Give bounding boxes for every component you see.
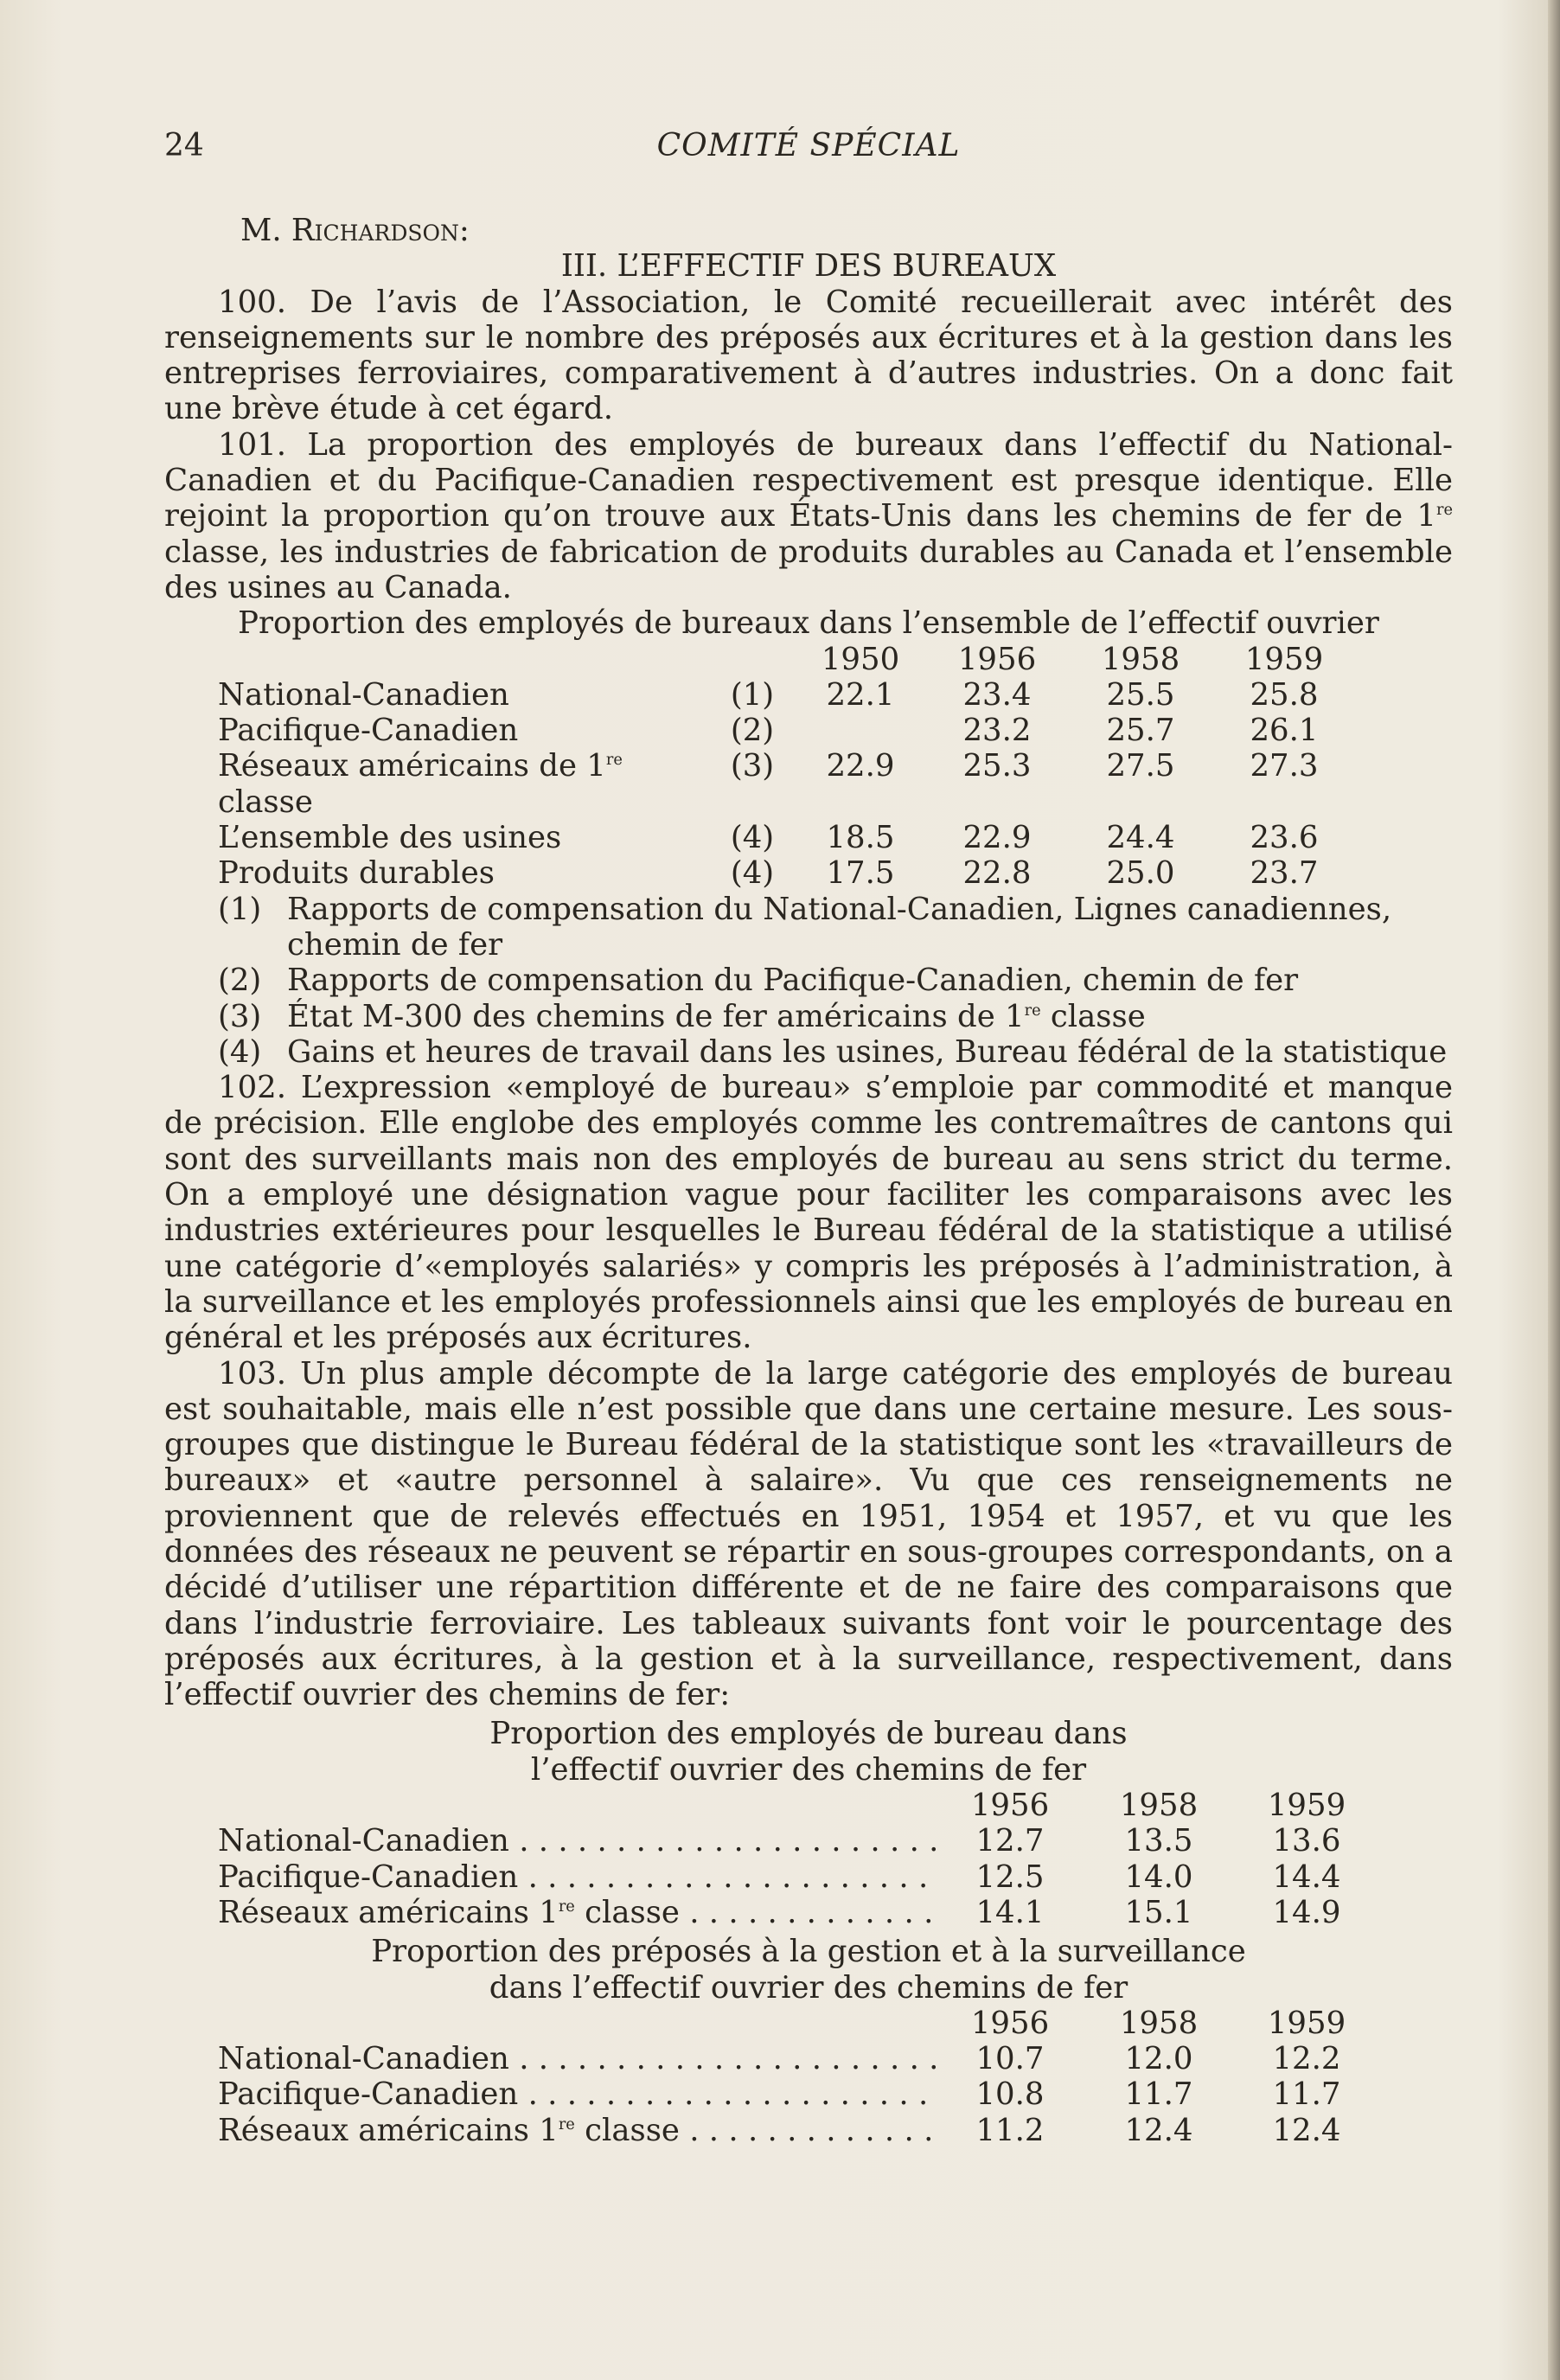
table3-cell: 12.4 xyxy=(1272,2112,1341,2148)
table1-cell xyxy=(796,713,925,748)
paragraph-101-text: 101. La proportion des employés de bureaux dans l’effectif du National-Canadien et du Pacifique-Canadien respectivement est presque identique. Elle rejoint la proportion qu’on trouve aux États-Unis dans les chemins de fer de 1 xyxy=(164,426,1453,534)
paragraph-101 xyxy=(164,427,1453,605)
note-number: (3) xyxy=(218,998,262,1034)
note-item xyxy=(164,1034,1453,1070)
paragraph-100: 100. De l’avis de l’Association, le Comité recueillerait avec intérêt des renseignements sur le nombre des préposés aux écritures et à la gestion dans les entreprises ferroviaires, comparativement à d’autres industries. On a donc fait une brève étude à cet égard. xyxy=(164,284,1453,427)
table1-cell: 23.7 xyxy=(1250,855,1319,892)
table3-cell: 11.2 xyxy=(975,2112,1045,2148)
table2-cell: 14.1 xyxy=(975,1894,1045,1930)
table2-row-label: Pacifique-Canadien . . . xyxy=(218,1859,936,1895)
superscript: re xyxy=(558,1898,575,1916)
table1-row-note: (4) xyxy=(730,820,775,856)
table2-year-header: 1959 xyxy=(1267,1788,1346,1824)
table1-cell: 24.4 xyxy=(1106,820,1175,856)
table1-cell: 25.5 xyxy=(1106,676,1175,713)
speaker-colon: : xyxy=(458,213,470,248)
table1-row-label: Produits durables xyxy=(218,855,495,892)
note-item xyxy=(164,999,1453,1034)
table1-cell: 22.9 xyxy=(826,748,895,784)
table1-row-note: (1) xyxy=(730,676,775,713)
note-number: (4) xyxy=(218,1033,262,1070)
table1-cell: 25.7 xyxy=(1106,713,1175,749)
table1-cell: 18.5 xyxy=(826,820,895,856)
table1-cell: 22.8 xyxy=(962,855,1032,892)
table2-caption-line2: l’effectif ouvrier des chemins de fer xyxy=(530,1751,1087,1788)
table3-year-header: 1959 xyxy=(1267,2005,1346,2041)
table2-caption-line1: Proportion des employés de bureau dans xyxy=(489,1716,1128,1752)
page-content xyxy=(164,213,1453,2148)
table1-cell: 25.0 xyxy=(1106,855,1175,892)
table2-year-header: 1956 xyxy=(970,1788,1050,1824)
note-text: Rapports de compensation du Pacifique-Canadien, chemin de fer xyxy=(287,963,1299,999)
table1-row-note: (2) xyxy=(730,713,775,749)
table1-cell: 22.1 xyxy=(826,676,895,713)
table3-caption-line2: dans l’effectif ouvrier des chemins de fer xyxy=(489,1969,1128,2006)
table2-cell: 14.0 xyxy=(1124,1859,1193,1895)
paragraph-102: 102. L’expression «employé de bureau» s’emploie par commodité et manque de précision. Elle englobe des employés comme les contremaîtres de cantons qui sont des surveillants mais non des employés de bureau au sens strict du terme. On a employé une désignation vague pour faciliter les comparaisons avec les industries extérieures pour lesquelles le Bureau fédéral de la statistique a utilisé une catégorie d’«employés salariés» y compris les préposés à l’administration, à la surveillance et les employés professionnels ainsi que les employés de bureau en général et les préposés aux écritures. xyxy=(164,1070,1453,1356)
table1-year-header: 1956 xyxy=(957,641,1037,677)
superscript: re xyxy=(558,2115,575,2134)
table1 xyxy=(164,642,1453,892)
note-item xyxy=(164,892,1453,963)
table3-cell: 10.8 xyxy=(975,2076,1045,2113)
superscript: re xyxy=(1436,502,1453,520)
table2 xyxy=(164,1788,1453,1930)
table1-year-header: 1959 xyxy=(1244,641,1324,677)
table1-cell: 23.4 xyxy=(962,676,1032,713)
table3-row-label: Pacifique-Canadien . . . xyxy=(218,2076,936,2112)
note-text: Gains et heures de travail dans les usines, Bureau fédéral de la statistique xyxy=(287,1033,1448,1070)
table1-row-label: L’ensemble des usines xyxy=(218,820,562,856)
table1-row-label: National-Canadien xyxy=(218,676,509,713)
table2-cell: 15.1 xyxy=(1124,1894,1193,1930)
table1-cell: 23.6 xyxy=(1250,820,1319,856)
page-number: 24 xyxy=(164,128,204,163)
table3-cell: 11.7 xyxy=(1272,2076,1341,2113)
table2-cell: 13.6 xyxy=(1272,1823,1341,1859)
table1-year-header: 1958 xyxy=(1101,641,1180,677)
table2-row-label: Réseaux américains 1re classe . . . xyxy=(218,1895,936,1930)
table1-caption: Proportion des employés de bureaux dans l’ensemble de l’effectif ouvrier xyxy=(238,605,1379,642)
table3 xyxy=(164,2006,1453,2148)
table2-cell: 14.9 xyxy=(1272,1894,1341,1930)
table1-cell: 27.3 xyxy=(1250,748,1319,784)
table2-cell: 14.4 xyxy=(1272,1859,1341,1895)
table3-cell: 10.7 xyxy=(975,2041,1045,2077)
table1-notes xyxy=(164,892,1453,1070)
table1-year-header: 1950 xyxy=(821,641,900,677)
table2-cell: 13.5 xyxy=(1124,1823,1193,1859)
table1-cell: 25.8 xyxy=(1250,676,1319,713)
paragraph-103: 103. Un plus ample décompte de la large catégorie des employés de bureau est souhaitable, mais elle n’est possible que dans une certaine mesure. Les sous-groupes que distingue le Bureau fédéral de la statistique sont les «travailleurs de bureaux» et «autre personnel à salaire». Vu que ces renseignements ne proviennent que de relevés effectués en 1951, 1954 et 1957, et vu que les données des réseaux ne peuvent se répartir en sous-groupes correspondants, on a décidé d’utiliser une répartition différente et de ne faire des comparaisons que dans l’industrie ferroviaire. Les tableaux suivants font voir le pourcentage des préposés aux écritures, à la gestion et à la surveillance, respectivement, dans l’effectif ouvrier des chemins de fer: xyxy=(164,1355,1453,1713)
table1-cell: 23.2 xyxy=(962,713,1032,749)
table2-row-label: National-Canadien . . . xyxy=(218,1823,936,1859)
speaker-name: M. Richardson xyxy=(240,213,459,248)
table3-year-header: 1956 xyxy=(970,2005,1050,2041)
superscript: re xyxy=(605,752,623,770)
table3-cell: 12.4 xyxy=(1124,2112,1193,2148)
table1-row-label: Réseaux américains de 1re classe xyxy=(218,748,623,820)
table3-caption-line1: Proportion des préposés à la gestion et à la surveillance xyxy=(371,1934,1246,1970)
section-title: III. L’EFFECTIF DES BUREAUX xyxy=(560,248,1057,285)
table3-row-label: National-Canadien . . . xyxy=(218,2041,936,2076)
table3-cell: 12.2 xyxy=(1272,2041,1341,2077)
table1-row-note: (3) xyxy=(730,748,775,784)
table1-cell: 26.1 xyxy=(1250,713,1319,749)
table3-cell: 11.7 xyxy=(1124,2076,1193,2113)
note-number: (1) xyxy=(218,891,262,927)
table1-cell: 22.9 xyxy=(962,820,1032,856)
note-text: État M-300 des chemins de fer américains de 1re classe xyxy=(287,998,1146,1034)
table1-cell: 17.5 xyxy=(826,855,895,892)
paragraph-101-text-end: classe, les industries de fabrication de produits durables au Canada et l’ensemble des usines au Canada. xyxy=(164,534,1453,605)
table2-cell: 12.5 xyxy=(975,1859,1045,1895)
table2-cell: 12.7 xyxy=(975,1823,1045,1859)
table1-cell: 27.5 xyxy=(1106,748,1175,784)
page-edge-shadow xyxy=(1548,0,1560,2380)
table1-row-label: Pacifique-Canadien xyxy=(218,713,519,749)
running-title: COMITÉ SPÉCIAL xyxy=(656,128,961,163)
table2-year-header: 1958 xyxy=(1119,1788,1199,1824)
table1-row-note: (4) xyxy=(730,855,775,892)
table3-cell: 12.0 xyxy=(1124,2041,1193,2077)
speaker-line xyxy=(240,213,1453,248)
superscript: re xyxy=(1024,1001,1041,1020)
table3-year-header: 1958 xyxy=(1119,2005,1199,2041)
table3-row-label: Réseaux américains 1re classe . . . xyxy=(218,2113,936,2148)
note-number: (2) xyxy=(218,963,262,999)
page-header xyxy=(164,128,1453,171)
note-text: Rapports de compensation du National-Canadien, Lignes canadiennes, chemin de fer xyxy=(287,891,1392,963)
note-item xyxy=(164,963,1453,998)
table1-cell: 25.3 xyxy=(962,748,1032,784)
